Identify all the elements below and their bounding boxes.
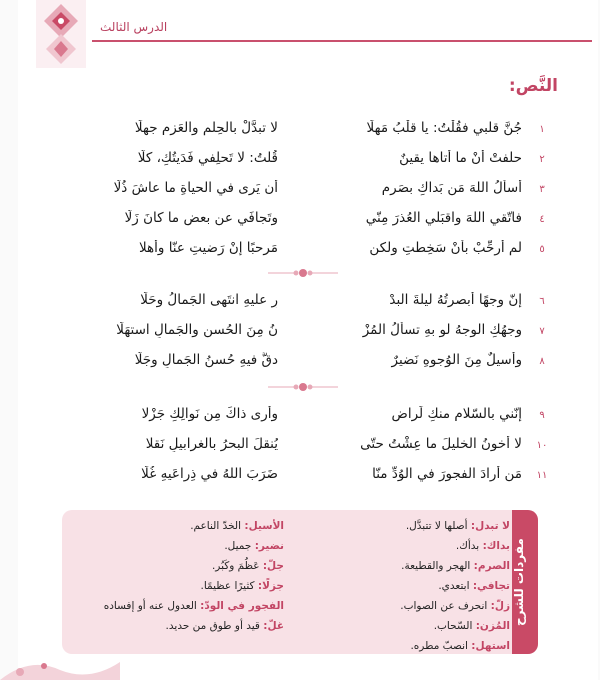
verse-number: ١	[539, 124, 545, 135]
glossary-term: جزلًا:	[257, 580, 284, 592]
verse-number: ١١	[536, 470, 548, 481]
glossary-term: تجافي:	[472, 580, 510, 592]
verse-row	[30, 322, 550, 348]
glossary-left-column	[74, 516, 284, 636]
glossary-term: نضير:	[254, 540, 284, 552]
glossary-definition: العدول عنه أو إفساده	[103, 600, 197, 612]
glossary-definition: الخدّ الناعم.	[190, 520, 242, 532]
glossary-entry	[74, 616, 284, 636]
glossary-entry	[74, 576, 284, 596]
corner-ornament-icon	[36, 0, 86, 68]
glossary-title: مفردات للشرح	[512, 538, 526, 626]
verse-row	[30, 466, 550, 492]
glossary-term: الفجور في الودّ:	[200, 600, 284, 612]
glossary-definition: السّحاب.	[433, 620, 473, 632]
glossary-definition: أصلها لا تتبدَّل.	[405, 520, 468, 532]
bottom-ornament-icon	[0, 652, 120, 680]
section-heading: النَّص:	[508, 76, 558, 96]
floral-divider-icon	[268, 266, 338, 280]
glossary-definition: قيد أو طوق من حديد.	[165, 620, 260, 632]
glossary-term: جلّ:	[262, 560, 284, 572]
glossary-definition: عَظُمَ وكَبُر.	[211, 560, 260, 572]
verse-number: ٢	[539, 154, 545, 165]
glossary-term: غلّ:	[263, 620, 284, 632]
glossary-definition: جميل.	[224, 540, 252, 552]
glossary-entry	[340, 636, 510, 656]
verse-second-hemistich: قُلتُ: لا تَحلِفي فَدَيتُكِ، كلّا	[137, 150, 278, 166]
verse-row	[30, 150, 550, 176]
glossary-right-column	[340, 516, 510, 656]
verse-row	[30, 436, 550, 462]
verse-first-hemistich: فاتّقي اللهَ واقبَلي العُذرَ مِنّي	[365, 210, 522, 226]
glossary-term: استهل:	[471, 640, 510, 652]
verse-row	[30, 210, 550, 236]
verse-second-hemistich: يُنقلَ البحرُ بالغرابيلِ نَقلا	[145, 436, 278, 452]
verse-number: ١٠	[536, 440, 548, 451]
glossary-definition: ابتعدي.	[438, 580, 470, 592]
verse-first-hemistich: مَن أرادَ الفجورَ في الوُدِّ منّا	[372, 466, 522, 482]
verse-second-hemistich: دقَّ فيهِ حُسنُ الجَمالِ وجَلّا	[134, 352, 278, 368]
glossary-entry	[340, 516, 510, 536]
verse-number: ٣	[539, 184, 545, 195]
verse-row	[30, 292, 550, 318]
verse-number: ٥	[539, 244, 545, 255]
glossary-entry	[74, 516, 284, 536]
glossary-term: المُزن:	[475, 620, 510, 632]
verse-number: ٩	[539, 410, 545, 421]
glossary-definition: الهجر والقطيعة.	[401, 560, 471, 572]
glossary-definition: انصبّ مطره.	[410, 640, 468, 652]
glossary-definition: انحرف عن الصواب.	[400, 600, 488, 612]
header-rule	[92, 40, 592, 42]
verse-first-hemistich: وجهُكِ الوجهُ لو بهِ تسألُ المُزْ	[362, 322, 522, 338]
verse-second-hemistich: لا تبدَّلْ بالحِلمِ والعَزمِ جهلًا	[134, 120, 278, 136]
glossary-definition: بدأك.	[455, 540, 480, 552]
verse-number: ٨	[539, 356, 545, 367]
verse-first-hemistich: لا أخونُ الخليلَ ما عِشْتُ حتّى	[360, 436, 522, 452]
glossary-entry	[74, 536, 284, 556]
verse-second-hemistich: ضَرَبَ اللهُ في ذِراعَيهِ غُلّا	[141, 466, 278, 482]
glossary-term: زلّ:	[490, 600, 510, 612]
verse-first-hemistich: لم أُرحِّبْ بأنْ سَخِطتِ ولكن	[369, 240, 522, 256]
glossary-entry	[340, 556, 510, 576]
verse-row	[30, 406, 550, 432]
glossary-entry	[340, 616, 510, 636]
verse-second-hemistich: رِ عليهِ انتَهى الجَمالُ وحَلّا	[140, 292, 278, 308]
verse-first-hemistich: إنّني بالسّلامِ منكِ لَراضٍ	[391, 406, 522, 422]
glossary-term: الصرم:	[473, 560, 510, 572]
verse-first-hemistich: إنّ وجهًا أبصرتُهُ ليلةَ البدْ	[389, 292, 522, 308]
glossary-tab	[512, 510, 538, 654]
glossary-term: الأسيل:	[244, 520, 284, 532]
verse-second-hemistich: وتَجافَي عن بعضِ ما كانَ زَلّا	[124, 210, 278, 226]
verse-row	[30, 240, 550, 266]
verse-second-hemistich: مَرحبًا إنْ رَضيتِ عنّا وأهلا	[138, 240, 278, 256]
verse-number: ٧	[539, 326, 545, 337]
verse-second-hemistich: نُ مِنَ الحُسنِ والجَمالِ استهَلّا	[116, 322, 278, 338]
glossary-entry	[340, 536, 510, 556]
verse-row	[30, 180, 550, 206]
verse-first-hemistich: جُنَّ قلبي فقُلْتُ: يا قلْبُ مَهلًا	[366, 120, 522, 136]
verse-row	[30, 352, 550, 378]
glossary-entry	[74, 596, 284, 616]
glossary-entry	[340, 576, 510, 596]
verse-number: ٤	[539, 214, 545, 225]
glossary-definition: كثيرًا عظيمًا.	[200, 580, 255, 592]
verse-second-hemistich: وأرى ذاكَ مِن نَوالِكِ جَزْلا	[141, 406, 278, 422]
verse-second-hemistich: أن يَرى في الحياةِ ما عاشَ ذُلّا	[113, 180, 278, 196]
verse-first-hemistich: أسألُ اللهَ مَن بَداكِ بصَرمٍ	[381, 180, 522, 196]
glossary-term: بداك:	[482, 540, 510, 552]
verse-first-hemistich: حلفتْ أنْ ما أتاها يقينٌ	[399, 150, 522, 166]
verse-first-hemistich: وأسيلٌ مِنَ الوُجوهِ نَضيرٌ	[391, 352, 522, 368]
glossary-term: لا تبدل:	[470, 520, 510, 532]
lesson-title: الدرس الثالث	[100, 20, 168, 34]
verse-row	[30, 120, 550, 146]
glossary-entry	[74, 556, 284, 576]
floral-divider-icon	[268, 380, 338, 394]
verse-number: ٦	[539, 296, 545, 307]
glossary-entry	[340, 596, 510, 616]
